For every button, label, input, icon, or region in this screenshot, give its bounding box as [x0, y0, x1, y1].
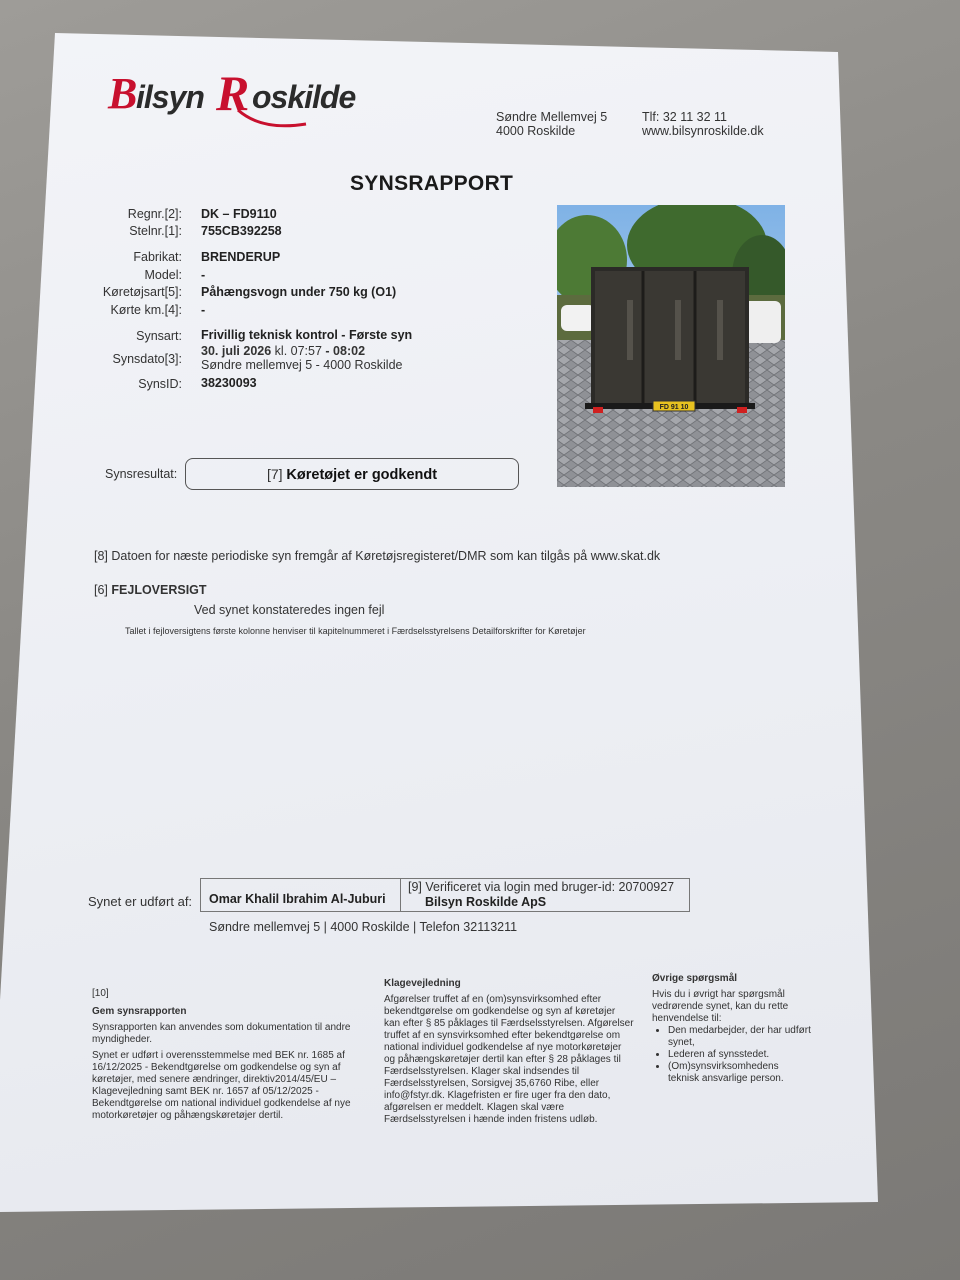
vehicle-photo	[557, 205, 785, 487]
synssted-value: Søndre mellemvej 5 - 4000 Roskilde	[201, 358, 403, 372]
fejl-text: Ved synet konstateredes ingen fejl	[194, 603, 385, 617]
report-title: SYNSRAPPORT	[350, 172, 514, 195]
result-text	[186, 466, 518, 483]
inspector-verified: [9] Verificeret via login med bruger-id: 20700927	[408, 880, 675, 894]
svg-text:ilsyn: ilsyn	[136, 79, 204, 115]
regnr-label: Regnr.[2]:	[127, 207, 182, 221]
footer-col2-title: Klagevejledning	[384, 978, 461, 989]
fejl-title: FEJLOVERSIGT	[111, 583, 207, 597]
phone: Tlf: 32 11 32 11	[642, 110, 728, 124]
km-value: -	[201, 303, 206, 317]
inspector-box-divider	[400, 878, 401, 912]
stelnr-label: Stelnr.[1]:	[129, 224, 182, 238]
koretojsart-value: Påhængsvogn under 750 kg (O1)	[201, 285, 397, 299]
stelnr-value: 755CB392258	[201, 224, 282, 238]
photo-plate-text: FD 91 10	[659, 404, 689, 411]
regnr-value: DK – FD9110	[201, 207, 277, 221]
fabrikat-label: Fabrikat:	[133, 250, 182, 264]
inspector-company: Bilsyn Roskilde ApS	[425, 895, 547, 909]
footer-col3	[652, 973, 812, 1085]
synsdato-date: 30. juli 2026	[201, 344, 272, 358]
result-ref: [7]	[266, 466, 283, 482]
inspector-contact: Søndre mellemvej 5 | 4000 Roskilde | Telefon 32113211	[209, 920, 518, 934]
synsdato-label: Synsdato[3]:	[112, 352, 182, 366]
fejloversigt-heading	[94, 583, 207, 597]
koretojsart-label: Køretøjsart[5]:	[102, 285, 182, 299]
svg-text:B: B	[108, 69, 136, 118]
footer-col1-p1: Synsrapporten kan anvendes som dokumentation til andre myndigheder.	[92, 1022, 351, 1045]
footer-col3-list	[652, 1025, 812, 1085]
synsid-label: SynsID:	[138, 377, 182, 391]
svg-text:oskilde: oskilde	[252, 79, 356, 115]
footer-col2	[384, 978, 634, 1126]
next-inspection-note: [8] Datoen for næste periodiske syn fremgår af Køretøjsregisteret/DMR som kan tilgås på www.skat.dk	[94, 549, 661, 563]
footer-col3-title: Øvrige spørgsmål	[652, 973, 738, 984]
fejl-footnote: Tallet i fejloversigtens første kolonne henviser til kapitelnummeret i Færdselsstyrelsens Detailforskrifter for Køretøjer	[125, 626, 586, 636]
synsdato-value	[201, 344, 365, 358]
fabrikat-value: BRENDERUP	[201, 250, 281, 264]
synsdato-to: 08:02	[333, 344, 366, 358]
synsart-value: Frivillig teknisk kontrol - Første syn	[201, 328, 413, 342]
synsdato-from: 07:57	[290, 344, 322, 358]
result-box	[185, 458, 519, 490]
model-label: Model:	[144, 268, 182, 282]
footer-col3-intro: Hvis du i øvrigt har spørgsmål vedrørende synet, kan du rette henvendelse til:	[652, 989, 789, 1024]
company-contact	[642, 110, 764, 138]
model-value: -	[201, 268, 206, 282]
website: www.bilsynroskilde.dk	[642, 124, 764, 138]
footer-col1-ref: [10]	[92, 988, 109, 999]
footer-col1	[92, 988, 362, 1122]
footer-col1-p2: Synet er udført i overensstemmelse med BEK nr. 1685 af 16/12/2025 - Bekendtgørelse om godkendelse og syn af køretøjer, med senere ændringer, direktiv2014/45/EU – Klagevejledning samt BEK nr. 1657 af 05/12/2025 - Bekendtgørelse om national individuel godkendelse af nye motorkøretøjer og påhængskøretøjer dertil.	[92, 1050, 351, 1121]
bilsyn-roskilde-logo	[106, 64, 426, 134]
synsdato-kl: kl.	[274, 344, 288, 358]
result-value: Køretøjet er godkendt	[286, 467, 438, 483]
inspector-name: Omar Khalil Ibrahim Al-Juburi	[209, 892, 386, 906]
list-item: • (Om)synsvirksomhedens teknisk ansvarlige person.	[668, 1061, 812, 1085]
list-item: • Den medarbejder, der har udført synet,	[668, 1025, 812, 1049]
svg-text:R: R	[216, 65, 248, 121]
address-line2: 4000 Roskilde	[496, 124, 576, 138]
footer-col1-title: Gem synsrapporten	[92, 1006, 187, 1017]
inspector-label: Synet er udført af:	[88, 894, 193, 909]
synsid-value: 38230093	[201, 376, 257, 390]
synsart-label: Synsart:	[136, 329, 182, 343]
list-item: • Lederen af synsstedet.	[668, 1049, 812, 1061]
footer-col2-text: Afgørelser truffet af en (om)synsvirksomhed efter bekendtgørelse om godkendelse og syn af køretøjer kan efter § 85 påklages til Færdselsstyrelsen. Afgørelser truffet af en synsvirksomhed efter bekendtgørelse om national individuel godkendelse af nye motorkøretøjer og påhængskøretøjer dertil kan efter § 28 påklages til Færdselsstyrelsen. Klager skal indsendes til Færdselsstyrelsen, Sorsigvej 35,6760 Ribe, eller info@fstyr.dk. Klagefristen er fire uger fra den dato, afgørelsen er meddelt. Klagen skal være Færdselsstyrelsen i hænde inden fristens udløb.	[384, 994, 634, 1125]
company-address	[496, 110, 607, 138]
result-label: Synsresultat:	[105, 467, 178, 481]
address-line1: Søndre Mellemvej 5	[496, 110, 608, 124]
fejl-ref: [6]	[94, 583, 108, 597]
synsdato-sep: -	[321, 344, 334, 358]
km-label: Kørte km.[4]:	[110, 303, 182, 317]
